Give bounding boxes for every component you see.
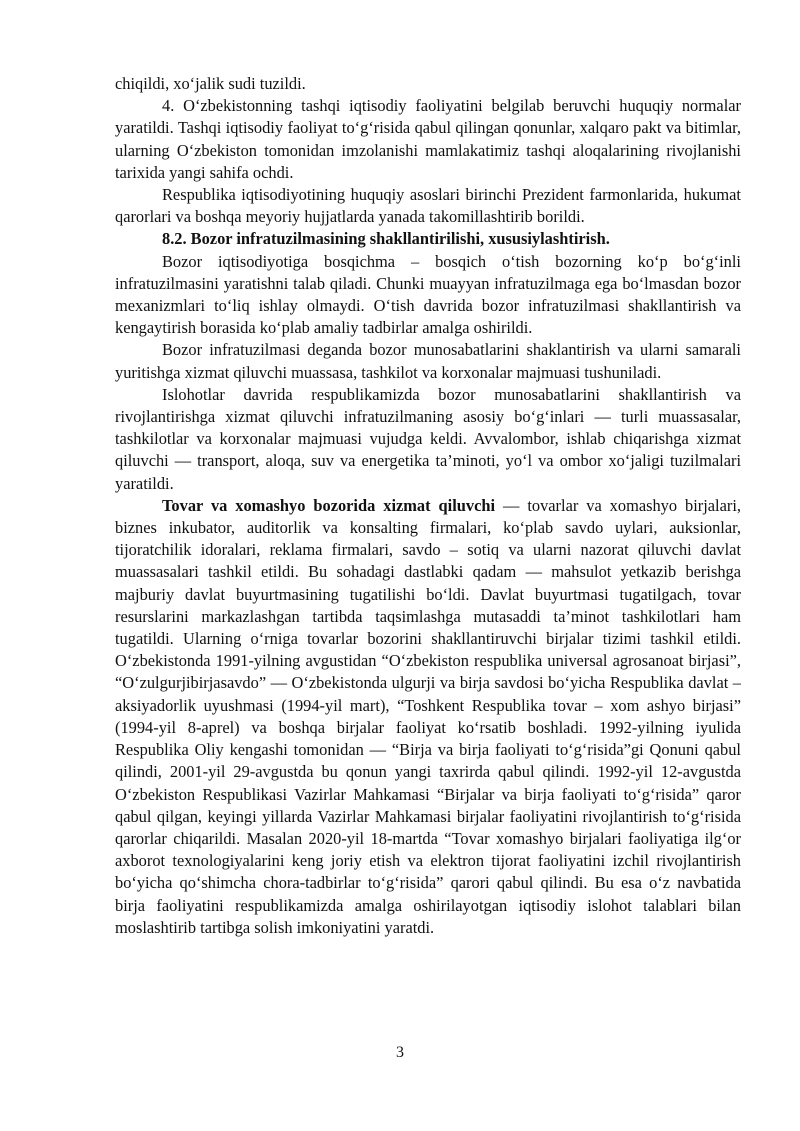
paragraph: Bozor iqtisodiyotiga bosqichma – bosqich o‘tish bozorning ko‘p bo‘g‘inli infratuzilmasini yaratishni talab qiladi. Chunki muayyan infratuzilmaga ega bo‘lmasdan bozor mexanizmlari to‘liq ishlay olmaydi. O‘tish davrida bozor infratuzilmasi shakllantirish va kengaytirish borasida ko‘plab amaliy tadbirlar amalga oshirildi. — [115, 251, 741, 338]
page-number: 3 — [396, 1044, 404, 1061]
paragraph: 4. O‘zbekistonning tashqi iqtisodiy faoliyatini belgilab beruvchi huquqiy normalar yaratildi. Tashqi iqtisodiy faoliyat to‘g‘risida qabul qilingan qonunlar, xalqaro pakt va bitimlar, ularning O‘zbekiston tomonidan imzolanishi mamlakatimiz tashqi aloqalarining rivojlanishi tarixida yangi sahifa ochdi. — [115, 96, 741, 182]
section-heading: 8.2. Bozor infratuzilmasining shakllantirilishi, xususiylashtirish. — [162, 229, 610, 249]
paragraph: Bozor infratuzilmasi deganda bozor munosabatlarini shaklantirish va ularni samarali yuritishga xizmat qiluvchi muassasa, tashkilot va korxonalar majmuasi tushuniladi. — [115, 340, 741, 382]
paragraph: Islohotlar davrida respublikamizda bozor munosabatlarini shakllantirish va rivojlantirishga xizmat qiluvchi infratuzilmaning asosiy bo‘g‘inlari — turli muassasalar, tashkilotlar va korxonalar majmuasi vujudga keldi. Avvalombor, ishlab chiqarishga xizmat qiluvchi — transport, aloqa, suv va energetika ta’minoti, yo‘l va ombor xo‘jaligi tuzilmalari yaratildi. — [115, 384, 741, 493]
paragraph-with-bold-lead — [115, 495, 741, 939]
paragraph-continuation: chiqildi, xo‘jalik sudi tuzildi. — [115, 74, 306, 93]
paragraph-text: — tovarlar va xomashyo birjalari, biznes inkubator, auditorlik va konsalting firmalari, ko‘plab savdo uylari, auksionlar, tijoratchilik idoralari, reklama firmalari, savdo – sotiq va ularni nazorat qiluvchi davlat muassasalari tashkil etildi. Bu sohadagi dastlabki qadam — mahsulot yetkazib berishga majburiy davlat buyurtmasining tugatilishi bo‘ldi. Davlat buyurtmasi tugatilgach, tovar resurslarini markazlashgan tartibda taqsimlashga mutasaddi ta’minot tashkilotlari ham tugatildi. Ularning o‘rniga tovarlar bozorini shakllantiruvchi birjalar tizimi tashkil etildi. O‘zbekistonda 1991-yilning avgustidan “O‘zbekiston respublika universal agrosanoat birjasi”, “O‘zulgurjibirjasavdo” — O‘zbekistonda ulgurji va birja savdosi bo‘yicha Respublika davlat – aksiyadorlik uyushmasi (1994-yil mart), “Toshkent Respublika tovar – xom ashyo birjasi” (1994-yil 8-aprel) va boshqa birjalar faoliyat ko‘rsatib boshladi. 1992-yilning iyulida Respublika Oliy kengashi tomonidan — “Birja va birja faoliyati to‘g‘risida”gi Qonuni qabul qilindi, 2001-yil 29-avgustda bu qonun yangi taxrirda qabul qilindi. 1992-yil 12-avgustda O‘zbekiston Respublikasi Vazirlar Mahkamasi “Birjalar va birja faoliyati to‘g‘risida” qaror qabul qilgan, keyingi yillarda Vazirlar Mahkamasi birjalar faoliyatini rivojlantirish to‘g‘risida qarorlar chiqarildi. Masalan 2020-yil 18-martda “Tovar xomashyo birjalari faoliyatiga ilg‘or axborot texnologiyalarini keng joriy etish va elektron tijorat faoliyatini izchil rivojlantirish bo‘yicha qo‘shimcha chora-tadbirlar to‘g‘risida” qarori qabul qilindi. Bu esa o‘z navbatida birja faoliyatini respublikamizda amalga oshirilayotgan iqtisodiy islohot talablari bilan moslashtirib tartibga solish imkoniyatini yaratdi. — [115, 495, 741, 937]
page-body — [115, 73, 741, 939]
bold-lead-phrase: Tovar va xomashyo bozorida xizmat qiluvchi — [162, 495, 496, 515]
paragraph: Respublika iqtisodiyotining huquqiy asoslari birinchi Prezident farmonlarida, hukumat qarorlari va boshqa meyoriy hujjatlarda yanada takomillashtirib borildi. — [115, 185, 741, 227]
